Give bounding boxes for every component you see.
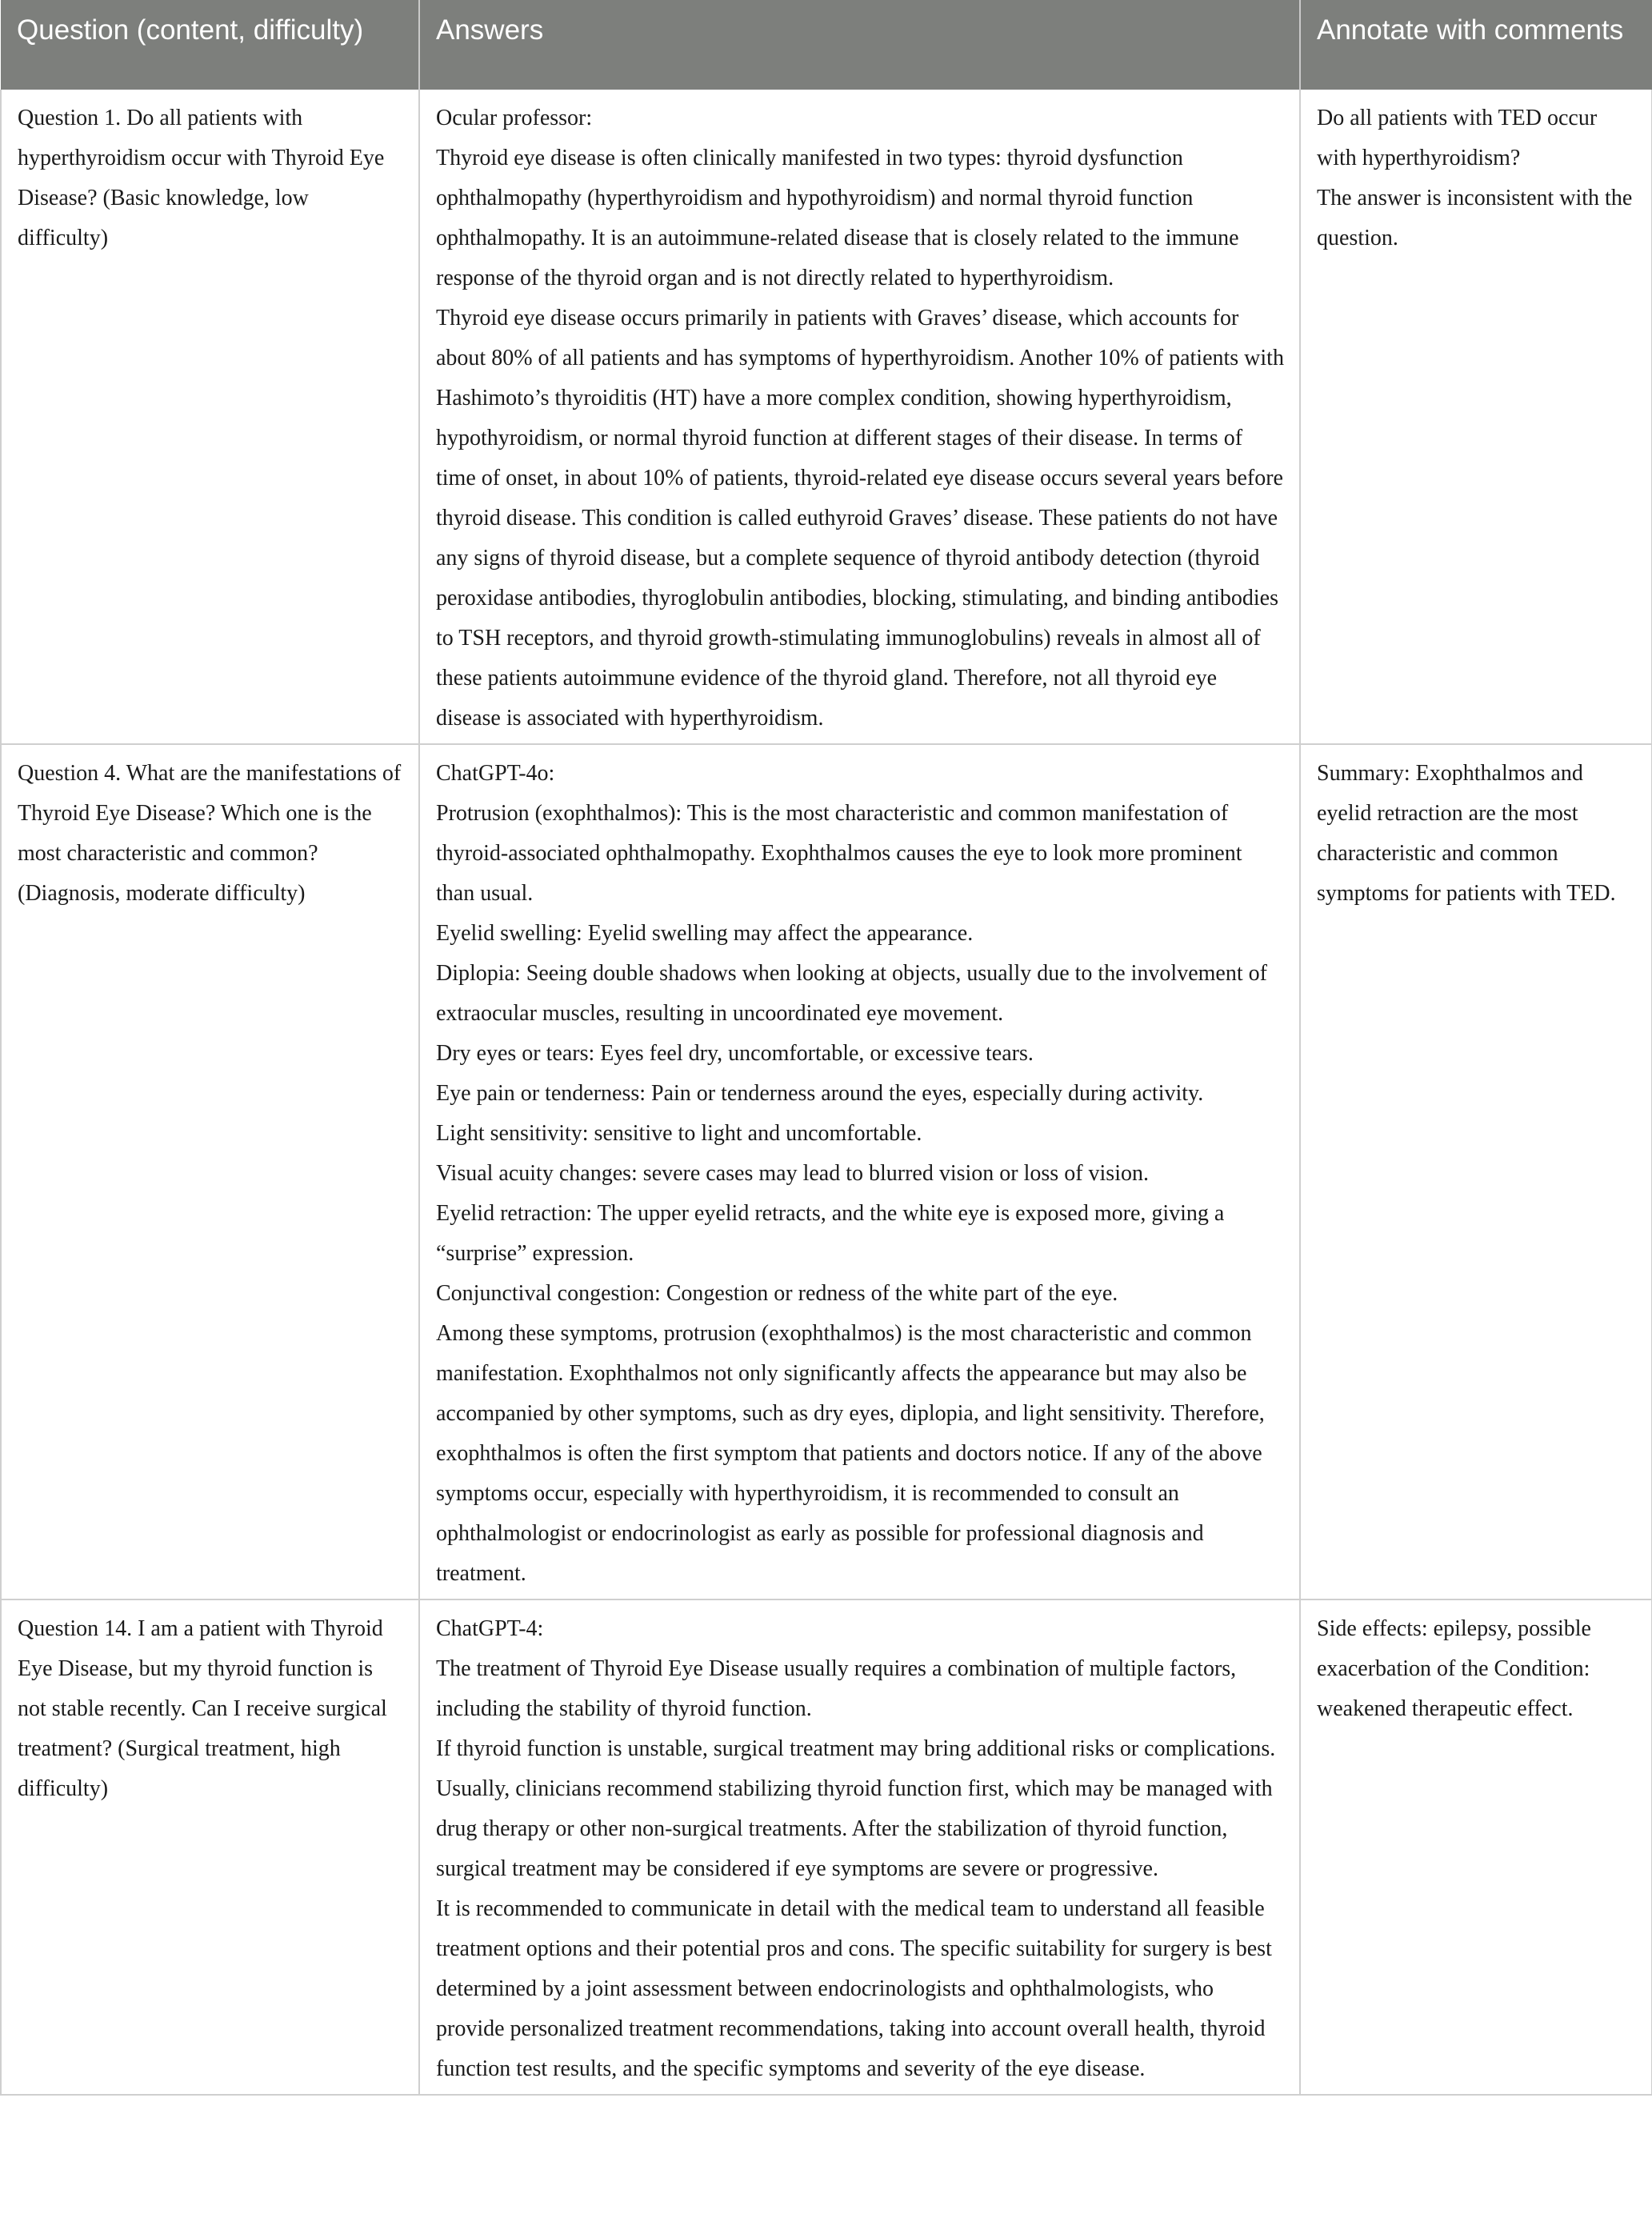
answer-paragraph: Light sensitivity: sensitive to light and uncomfortable. xyxy=(436,1121,922,1146)
answer-paragraph: Eye pain or tenderness: Pain or tenderness around the eyes, especially during activity. xyxy=(436,1081,1204,1106)
table-row xyxy=(1,744,1652,1599)
comment-cell xyxy=(1300,90,1652,744)
comment-paragraph: Side effects: epilepsy, possible exacerbation of the Condition: weakened therapeutic effect. xyxy=(1317,1616,1591,1721)
answer-paragraph: The treatment of Thyroid Eye Disease usually requires a combination of multiple factors, including the stability of thyroid function. xyxy=(436,1656,1237,1721)
answer-source: Ocular professor: xyxy=(436,106,593,130)
table-header xyxy=(1,0,1652,90)
answer-cell xyxy=(419,744,1300,1599)
comment-paragraph: Do all patients with TED occur with hyperthyroidism? xyxy=(1317,106,1598,170)
answer-paragraph: Thyroid eye disease is often clinically manifested in two types: thyroid dysfunction ophthalmopathy (hyperthyroidism and hypothyroidism) and normal thyroid function ophthalmopathy. It is an autoimmune-related disease that is closely related to the immune response of the thyroid organ and is not directly related to hyperthyroidism. xyxy=(436,146,1239,290)
header-comments: Annotate with comments xyxy=(1300,0,1652,90)
answer-paragraph: Eyelid swelling: Eyelid swelling may affect the appearance. xyxy=(436,921,974,946)
answer-paragraph: If thyroid function is unstable, surgical treatment may bring additional risks or complications. Usually, clinicians recommend stabilizing thyroid function first, which may be managed with drug therapy or other non-surgical treatments. After the stabilization of thyroid function, surgical treatment may be considered if eye symptoms are severe or progressive. xyxy=(436,1736,1276,1881)
question-cell: Question 1. Do all patients with hyperthyroidism occur with Thyroid Eye Disease? (Basic knowledge, low difficulty) xyxy=(1,90,419,744)
header-row xyxy=(1,0,1652,90)
table-body xyxy=(1,90,1652,2095)
answer-cell xyxy=(419,1599,1300,2095)
comment-paragraph: The answer is inconsistent with the question. xyxy=(1317,186,1633,250)
answer-paragraph: Dry eyes or tears: Eyes feel dry, uncomfortable, or excessive tears. xyxy=(436,1041,1034,1066)
answer-paragraph: Diplopia: Seeing double shadows when looking at objects, usually due to the involvement of extraocular muscles, resulting in uncoordinated eye movement. xyxy=(436,961,1267,1026)
answer-source: ChatGPT-4o: xyxy=(436,761,555,786)
answer-cell xyxy=(419,90,1300,744)
answer-source: ChatGPT-4: xyxy=(436,1616,544,1641)
answer-paragraph: Conjunctival congestion: Congestion or redness of the white part of the eye. xyxy=(436,1281,1118,1306)
header-question: Question (content, difficulty) xyxy=(1,0,419,90)
table-row xyxy=(1,1599,1652,2095)
header-answers: Answers xyxy=(419,0,1300,90)
question-cell: Question 4. What are the manifestations of Thyroid Eye Disease? Which one is the most characteristic and common? (Diagnosis, moderate difficulty) xyxy=(1,744,419,1599)
table-row xyxy=(1,90,1652,744)
comment-cell xyxy=(1300,1599,1652,2095)
comment-cell xyxy=(1300,744,1652,1599)
answer-paragraph: Protrusion (exophthalmos): This is the most characteristic and common manifestation of thyroid-associated ophthalmopathy. Exophthalmos causes the eye to look more prominent than usual. xyxy=(436,801,1242,906)
comment-paragraph: Summary: Exophthalmos and eyelid retraction are the most characteristic and common symptoms for patients with TED. xyxy=(1317,761,1616,906)
answer-paragraph: Among these symptoms, protrusion (exophthalmos) is the most characteristic and common manifestation. Exophthalmos not only significantly affects the appearance but may also be accompanied by other symptoms, such as dry eyes, diplopia, and light sensitivity. Therefore, exophthalmos is often the first symptom that patients and doctors notice. If any of the above symptoms occur, especially with hyperthyroidism, it is recommended to consult an ophthalmologist or endocrinologist as early as possible for professional diagnosis and treatment. xyxy=(436,1321,1265,1586)
answer-paragraph: Thyroid eye disease occurs primarily in patients with Graves’ disease, which accounts for about 80% of all patients and has symptoms of hyperthyroidism. Another 10% of patients with Hashimoto’s thyroiditis (HT) have a more complex condition, showing hyperthyroidism, hypothyroidism, or normal thyroid function at different stages of their disease. In terms of time of onset, in about 10% of patients, thyroid-related eye disease occurs several years before thyroid disease. This condition is called euthyroid Graves’ disease. These patients do not have any signs of thyroid disease, but a complete sequence of thyroid antibody detection (thyroid peroxidase antibodies, thyroglobulin antibodies, blocking, stimulating, and binding antibodies to TSH receptors, and thyroid growth-stimulating immunoglobulins) reveals in almost all of these patients autoimmune evidence of the thyroid gland. Therefore, not all thyroid eye disease is associated with hyperthyroidism. xyxy=(436,306,1284,731)
question-cell: Question 14. I am a patient with Thyroid Eye Disease, but my thyroid function is not stable recently. Can I receive surgical treatment? (Surgical treatment, high difficulty) xyxy=(1,1599,419,2095)
answer-paragraph: Eyelid retraction: The upper eyelid retracts, and the white eye is exposed more, giving a “surprise” expression. xyxy=(436,1201,1225,1266)
answer-paragraph: It is recommended to communicate in detail with the medical team to understand all feasible treatment options and their potential pros and cons. The specific suitability for surgery is best determined by a joint assessment between endocrinologists and ophthalmologists, who provide personalized treatment recommendations, taking into account overall health, thyroid function test results, and the specific symptoms and severity of the eye disease. xyxy=(436,1896,1272,2081)
answer-paragraph: Visual acuity changes: severe cases may lead to blurred vision or loss of vision. xyxy=(436,1161,1149,1186)
